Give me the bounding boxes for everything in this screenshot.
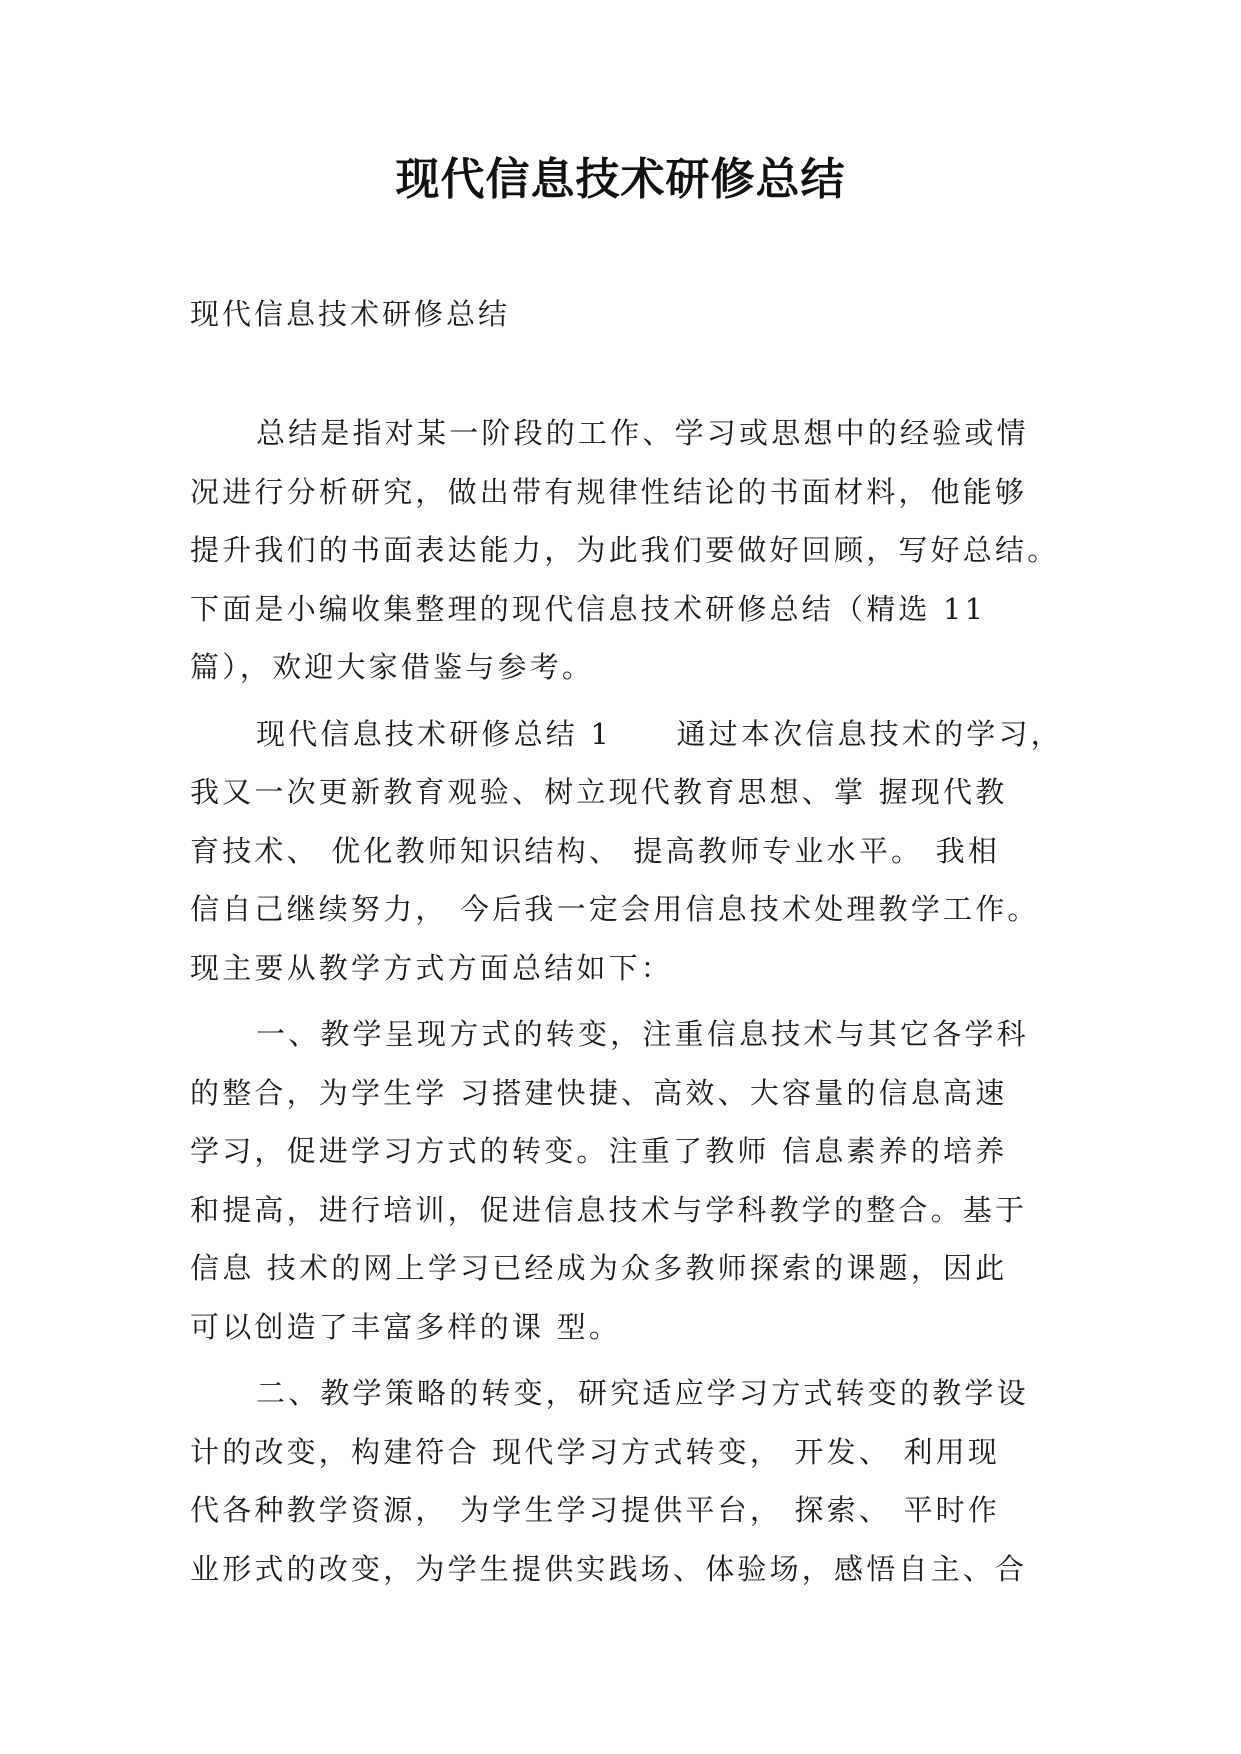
paragraph-line: 信自己继续努力， 今后我一定会用信息技术处理教学工作。 (190, 892, 1040, 926)
paragraph-intro (190, 404, 1060, 697)
paragraph-line: 现主要从教学方式方面总结如下： (190, 950, 674, 985)
paragraph-line: 二、教学策略的转变，研究适应学习方式转变的教学设 (256, 1376, 1029, 1410)
paragraph-line: 育技术、 优化教师知识结构、 提高教师专业水平。 我相 (190, 833, 1001, 868)
paragraph-summary-1 (190, 705, 1063, 998)
paragraph-line: 下面是小编收集整理的现代信息技术研修总结（精选 11 (190, 591, 987, 626)
paragraph-line: 一、教学呈现方式的转变，注重信息技术与其它各学科 (256, 1017, 1029, 1051)
paragraph-line: 提升我们的书面表达能力，为此我们要做好回顾，写好总结。 (190, 533, 1060, 567)
paragraph-line: 信息 技术的网上学习已经成为众多教师探索的课题，因此 (190, 1251, 1008, 1285)
document-title: 现代信息技术研修总结 (395, 154, 846, 205)
paragraph-line: 总结是指对某一阶段的工作、学习或思想中的经验或情 (256, 416, 1029, 450)
paragraph-line: 可以创造了丰富多样的课 型。 (190, 1309, 622, 1344)
paragraph-line: 业形式的改变，为学生提供实践场、体验场，感悟自主、合 (190, 1551, 1028, 1586)
document-subtitle: 现代信息技术研修总结 (190, 297, 511, 331)
paragraph-line: 我又一次更新教育观验、树立现代教育思想、掌 握现代教 (190, 775, 1008, 809)
paragraph-line: 篇），欢迎大家借鉴与参考。 (190, 650, 595, 684)
paragraph-section-1 (190, 1005, 1056, 1356)
paragraph-line: 的整合，为学生学 习搭建快捷、高效、大容量的信息高速 (190, 1075, 1008, 1110)
paragraph-line: 现代信息技术研修总结 1 通过本次信息技术的学习， (256, 716, 1063, 751)
paragraph-line: 和提高，进行培训，促进信息技术与学科教学的整合。基于 (190, 1192, 1028, 1227)
paragraph-line: 代各种教学资源， 为学生学习提供平台， 探索、 平时作 (190, 1493, 1001, 1527)
paragraph-section-2 (190, 1364, 1056, 1598)
paragraph-line: 计的改变，构建符合 现代学习方式转变， 开发、 利用现 (190, 1434, 1001, 1469)
paragraph-line: 况进行分析研究，做出带有规律性结论的书面材料，他能够 (190, 474, 1028, 509)
document-body (190, 404, 1063, 1606)
paragraph-line: 学习，促进学习方式的转变。注重了教师 信息素养的培养 (190, 1134, 1008, 1168)
